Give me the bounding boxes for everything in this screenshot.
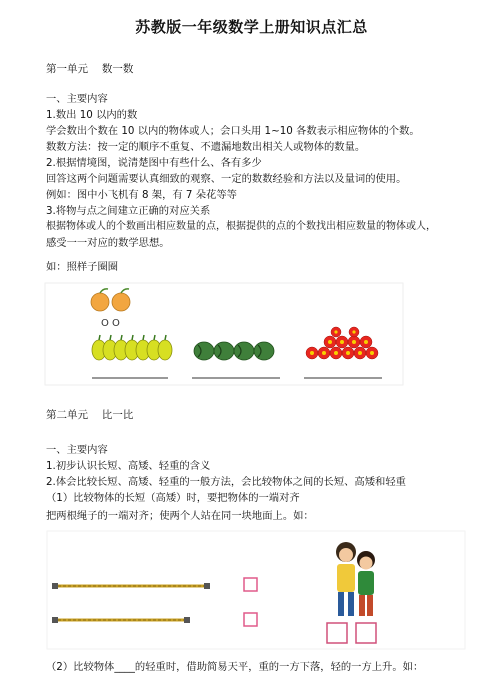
unit2-p4: 把两根绳子的一端对齐；使两个人站在同一块地面上。如： — [46, 510, 314, 522]
peach-icon — [91, 289, 109, 311]
long-rope — [52, 583, 210, 589]
unit1-section: 一、主要内容 — [46, 93, 108, 105]
unit1-p4: 2.根据情境图，说清楚图中有些什么、各有多少 — [46, 157, 262, 169]
short-rope — [52, 617, 190, 623]
unit1-p8: 根据物体或人的个数画出相应数量的点，根据提供的点的个数找出相应数量的物体或人， — [46, 221, 436, 232]
unit2-heading: 第二单元 比一比 — [46, 409, 134, 421]
unit2-p3: （1）比较物体的长短（高矮）时，要把物体的一端对齐 — [46, 492, 300, 504]
unit1-p7: 3.将物与点之间建立正确的对应关系 — [46, 205, 211, 217]
unit2-p1: 1.初步认识长短、高矮、轻重的含义 — [46, 460, 211, 472]
rope-illustration — [46, 530, 466, 650]
pear-icon — [92, 335, 172, 360]
unit1-p2: 学会数出个数在 10 以内的物体或人；会口头用 1~10 各数表示相应物体的个数。 — [46, 125, 420, 137]
watermelon-icon — [194, 342, 274, 360]
unit1-p5: 回答这两个问题需要认真细致的观察、一定的数数经验和方法以及量词的使用。 — [46, 173, 407, 185]
page-title: 苏教版一年级数学上册知识点汇总 — [135, 18, 368, 36]
unit1-heading: 第一单元 数一数 — [46, 63, 134, 75]
unit1-p3: 数数方法：按一定的顺序不重复、不遗漏地数出相关人或物体的数量。 — [46, 141, 366, 153]
unit1-p10: 如：照样子圈圈 — [46, 261, 119, 273]
dot-markers: O O — [101, 318, 120, 329]
peach-icon — [112, 289, 130, 311]
unit2-section: 一、主要内容 — [46, 444, 108, 456]
children-icon — [336, 542, 375, 616]
unit1-p9: 感受一一对应的数学思想。 — [46, 237, 170, 249]
unit2-p5: （2）比较物体____的轻重时，借助简易天平，重的一方下落，轻的一方上升。如： — [46, 661, 424, 673]
fruit-illustration — [44, 282, 404, 386]
unit1-p6: 例如：图中小飞机有 8 架，有 7 朵花等等 — [46, 189, 237, 201]
unit1-p1: 1.数出 10 以内的数 — [46, 109, 138, 121]
unit2-p2: 2.体会比较长短、高矮、轻重的一般方法，会比较物体之间的长短、高矮和轻重 — [46, 476, 406, 488]
